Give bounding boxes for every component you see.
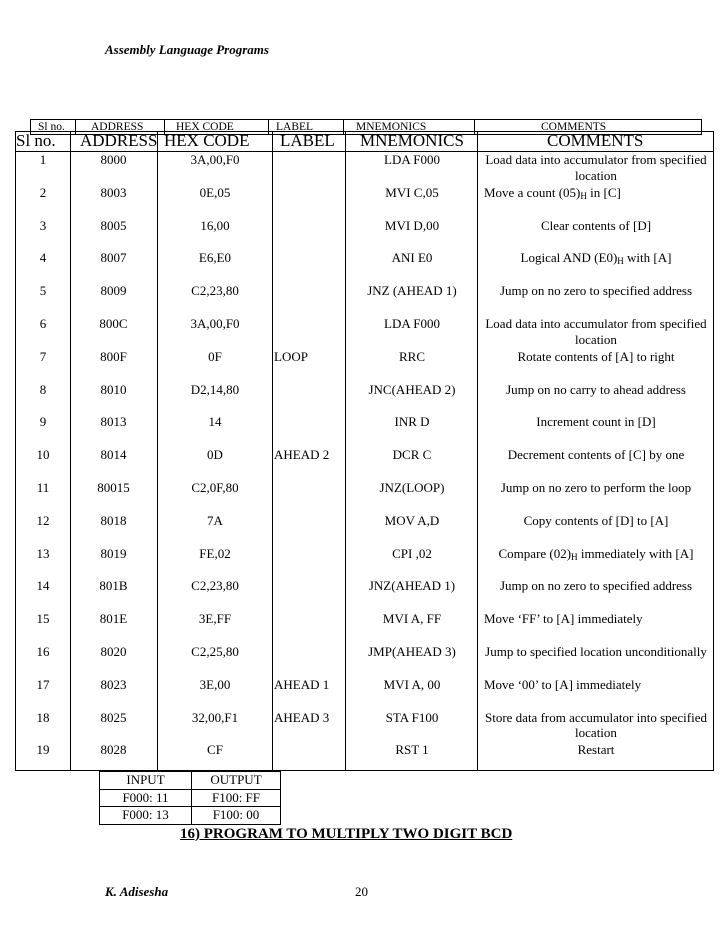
mnemonic-cell: MVI A, FF [382,611,442,627]
hexcode-cell: 7A [207,512,223,528]
comment-cell: Copy contents of [D] to [A] [523,512,669,528]
address-cell: 8003 [100,184,127,200]
hexcode-cell: 16,00 [200,217,230,233]
comment-cell: Jump on no carry to ahead address [506,381,686,397]
address-cell: 8028 [100,742,127,758]
comment-cell: Compare $(02)_H$ immediately with [A] [498,545,694,562]
address-cell: 8009 [100,283,127,299]
label-cell: AHEAD 3 [274,709,330,725]
io-input-header: INPUT [126,772,165,787]
address-cell: 8023 [100,676,127,692]
comment-cell: Rotate contents of [A] to right [517,348,675,364]
ghost-hexcode: HEX CODE [176,121,234,133]
mnemonic-cell: JNC(AHEAD 2) [368,381,456,397]
io-output-2: F100: 00 [212,807,260,822]
ghost-comments: COMMENTS [541,121,607,133]
mnemonic-cell: STA F100 [385,709,439,725]
hexcode-cell: C2,23,80 [191,283,239,299]
sl-cell: 8 [39,381,47,397]
ghost-address: ADDRESS [91,121,144,133]
comment-cell: Move ‘00’ to [A] immediately [484,676,642,692]
mnemonic-cell: JNZ(AHEAD 1) [368,578,456,594]
footer-author: K. Adisesha [105,884,169,899]
comment-cell: Store data from accumulator into specified location [484,709,707,741]
comment-cell: Logical AND $(E0)_H$ with [A] [520,250,672,267]
hexcode-cell: C2,23,80 [191,578,239,594]
mnemonic-cell: LDA F000 [384,152,440,167]
comment-cell: Jump on no zero to perform the loop [500,480,692,495]
address-cell: 800F [100,348,127,364]
io-table [99,771,281,825]
ghost-mnemonics: MNEMONICS [356,121,427,133]
sl-cell: 6 [39,316,47,331]
comment-cell: Load data into accumulator from specified location [485,316,707,347]
mnemonic-cell: JNZ (AHEAD 1) [367,283,457,299]
hexcode-cell: 0E,05 [199,184,231,200]
address-cell: 800C [99,316,128,331]
sl-cell: 2 [39,184,47,200]
mnemonic-cell: MVI A, 00 [383,676,441,692]
hexcode-cell: D2,14,80 [190,381,240,397]
mnemonic-cell: RST 1 [395,742,429,758]
col-header-mnemonics: MNEMONICS [360,131,464,150]
label-cell: AHEAD 1 [274,676,330,692]
mnemonic-cell: CPI ,02 [392,545,432,561]
comment-cell: Move ‘FF’ to [A] immediately [484,611,643,627]
address-cell: 8007 [100,250,127,266]
sl-cell: 1 [39,152,47,167]
comment-cell: Move a count $(05)_H$ in [C] [484,184,621,201]
io-output-1: F100: FF [211,790,261,805]
sl-cell: 14 [36,578,50,594]
sl-cell: 13 [36,545,50,561]
mnemonic-cell: LDA F000 [384,316,440,331]
hexcode-cell: E6,E0 [198,250,232,266]
address-cell: 801E [99,611,128,627]
footer-page-number: 20 [355,884,368,899]
address-cell: 8014 [100,447,127,463]
comment-cell: Increment count in [D] [536,414,656,430]
sl-cell: 17 [36,676,50,692]
comment-cell: Clear contents of [D] [540,217,652,233]
io-input-1: F000: 11 [122,790,169,805]
address-cell: 8005 [100,217,127,233]
mnemonic-cell: JNZ(LOOP) [379,480,445,495]
sl-cell: 15 [36,611,50,627]
comment-cell: Decrement contents of [C] by one [507,447,685,463]
ghost-label: LABEL [276,121,314,133]
section-title: 16) PROGRAM TO MULTIPLY TWO DIGIT BCD [180,826,513,842]
col-header-sl: Sl no. [16,131,56,150]
sl-cell: 5 [39,283,47,299]
io-output-header: OUTPUT [210,772,262,787]
mnemonic-cell: DCR C [392,447,432,463]
hexcode-cell: 0F [208,348,222,364]
sl-cell: 18 [36,709,50,725]
running-header: Assembly Language Programs [105,42,269,57]
comment-cell: Jump to specified location unconditionally [485,644,707,659]
sl-cell: 19 [36,742,50,758]
col-header-comments: COMMENTS [547,131,644,150]
address-cell: 8020 [100,644,127,659]
mnemonic-cell: MVI D,00 [384,217,440,233]
address-cell: 8019 [100,545,127,561]
mnemonic-cell: JMP(AHEAD 3) [368,644,456,659]
hexcode-cell: CF [207,742,223,758]
comment-cell: Jump on no zero to specified address [499,578,693,594]
mnemonic-cell: MVI C,05 [385,184,439,200]
address-cell: 8025 [100,709,127,725]
sl-cell: 10 [36,447,50,463]
col-header-hexcode: HEX CODE [164,131,250,150]
address-cell: 8000 [100,152,127,167]
sl-cell: 11 [36,480,50,495]
sl-cell: 3 [39,217,47,233]
hexcode-cell: 32,00,F1 [191,709,239,725]
sl-cell: 7 [39,348,47,364]
address-cell: 80015 [97,480,130,495]
ghost-sl: Sl no. [38,121,65,133]
mnemonic-cell: INR D [394,414,430,430]
sl-cell: 16 [36,644,50,659]
sl-cell: 4 [39,250,47,266]
address-cell: 8018 [100,512,127,528]
mnemonic-cell: RRC [398,348,425,364]
hexcode-cell: 3A,00,F0 [190,316,240,331]
comment-cell: Restart [577,742,615,758]
hexcode-cell: C2,0F,80 [191,480,239,495]
program-table [15,131,714,771]
address-cell: 8010 [100,381,127,397]
hexcode-cell: FE,02 [199,545,231,561]
mnemonic-cell: MOV A,D [384,512,440,528]
label-cell: LOOP [274,348,308,364]
address-cell: 801B [99,578,128,594]
hexcode-cell: 0D [207,447,223,463]
sl-cell: 12 [36,512,50,528]
hexcode-cell: C2,25,80 [191,644,239,659]
comment-cell: Load data into accumulator from specified location [485,152,707,183]
label-cell: AHEAD 2 [274,447,330,463]
sl-cell: 9 [39,414,47,430]
mnemonic-cell: ANI E0 [391,250,433,266]
address-cell: 8013 [100,414,127,430]
hexcode-cell: 3E,00 [199,676,231,692]
io-input-2: F000: 13 [122,807,169,822]
hexcode-cell: 3E,FF [198,611,232,627]
comment-cell: Jump on no zero to specified address [499,283,693,299]
hexcode-cell: 3A,00,F0 [190,152,240,167]
col-header-address: ADDRESS [80,131,158,150]
col-header-label: LABEL [280,131,335,150]
hexcode-cell: 14 [208,414,222,430]
